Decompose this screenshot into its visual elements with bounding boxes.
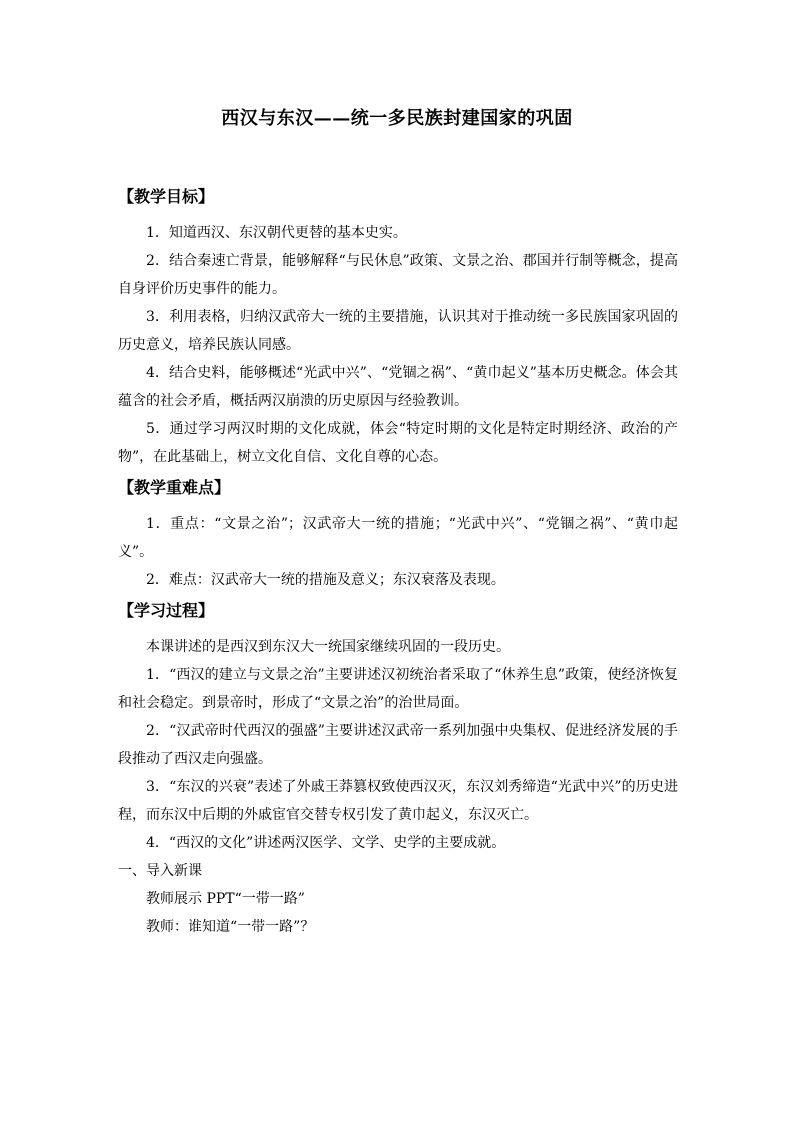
- goal-item: 1．知道西汉、东汉朝代更替的基本史实。: [146, 225, 407, 241]
- goal-item: 4．结合史料，能够概述“光武中兴”、“党锢之祸”、“黄巾起义”基本历史概念。体会其蕴含的社会矛盾，概括两汉崩溃的历史原因与经验教训。: [118, 365, 678, 409]
- keypoint-item: 2．难点：汉武帝大一统的措施及意义；东汉衰落及表现。: [146, 572, 505, 588]
- keypoint-item: 1．重点：“文景之治”；汉武帝大一统的措施；“光武中兴”、“党锢之祸”、“黄巾起义”。: [118, 516, 678, 560]
- page-title: 西汉与东汉——统一多民族封建国家的巩固: [221, 108, 573, 129]
- goal-item: 2．结合秦速亡背景，能够解释“与民休息”政策、文景之治、郡国并行制等概念，提高自身评价历史事件的能力。: [118, 253, 678, 297]
- goal-item: 5．通过学习两汉时期的文化成就，体会“特定时期的文化是特定时期经济、政治的产物”，在此基础上，树立文化自信、文化自尊的心态。: [118, 421, 678, 465]
- goal-item: 3．利用表格，归纳汉武帝大一统的主要措施，认识其对于推动统一多民族国家巩固的历史意义，培养民族认同感。: [118, 309, 678, 353]
- section-heading-intro: 一、导入新课: [118, 863, 202, 879]
- process-item: 1．“西汉的建立与文景之治”主要讲述汉初统治者采取了“休养生息”政策，使经济恢复和社会稳定。到景帝时，形成了“文景之治”的治世局面。: [118, 667, 678, 711]
- document-body: [118, 184, 678, 941]
- process-item: 4．“西汉的文化”讲述两汉医学、文学、史学的主要成就。: [146, 835, 506, 851]
- section-heading-goals: 【教学目标】: [118, 187, 215, 206]
- process-item: 2．“汉武帝时代西汉的强盛”主要讲述汉武帝一系列加强中央集权、促进经济发展的手段推动了西汉走向强盛。: [118, 723, 678, 767]
- section-heading-process: 【学习过程】: [118, 601, 215, 620]
- intro-line: 教师：谁知道“一带一路”？: [146, 919, 315, 935]
- process-item: 3．“东汉的兴衰”表述了外戚王莽篡权致使西汉灭，东汉刘秀缔造“光武中兴”的历史进程，而东汉中后期的外戚宦官交替专权引发了黄巾起义，东汉灭亡。: [118, 779, 678, 823]
- process-item: 本课讲述的是西汉到东汉大一统国家继续巩固的一段历史。: [146, 639, 510, 655]
- intro-line: 教师展示 PPT“一带一路”: [146, 891, 305, 907]
- section-heading-keypoints: 【教学重难点】: [118, 478, 231, 497]
